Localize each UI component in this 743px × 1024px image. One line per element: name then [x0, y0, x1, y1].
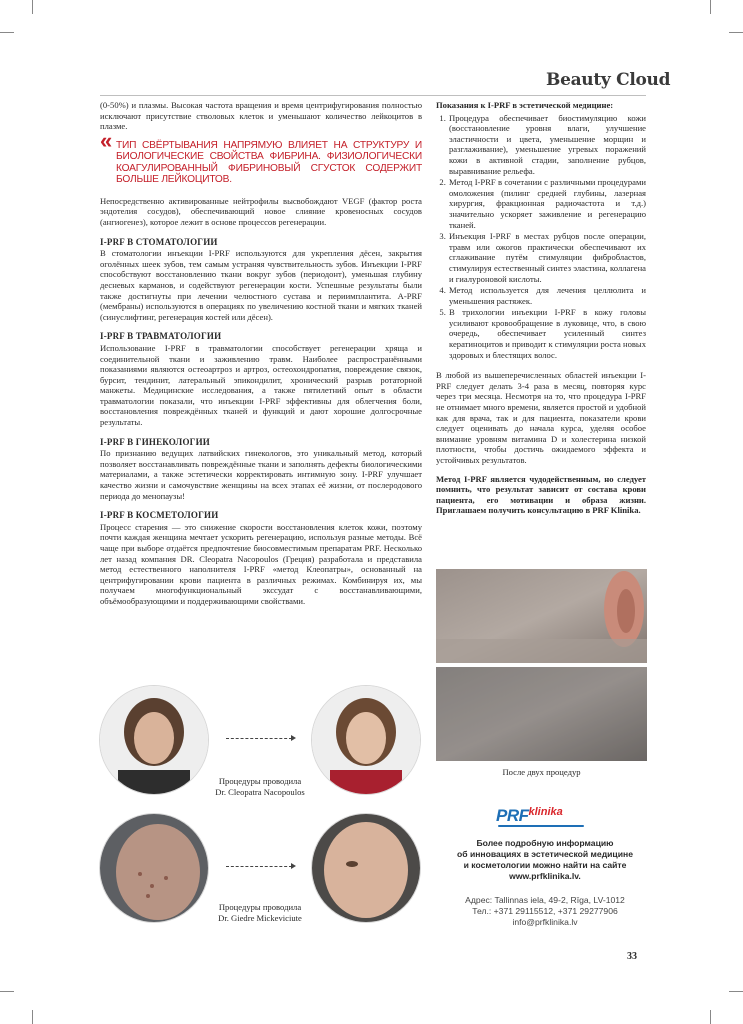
left-column [100, 100, 422, 615]
list-item: 4. Метод используется для лечения целлюлита и уменьшения растяжек. [448, 285, 646, 306]
hair-caption: После двух процедур [502, 767, 581, 777]
hair-photo-after [436, 667, 647, 761]
list-item: 1. Процедура обеспечивает биостимуляцию кожи (восстановление уровня влаги, улучшение эластичности и цвета, уменьшение морщин и разглаживание), уменьшение угревых поражений кожи в активной стадии, заполнение рубцов, выравнивание рельефа. [448, 113, 646, 177]
crop-mark [710, 1010, 711, 1024]
crop-mark [710, 0, 711, 14]
caption-doctor: Dr. Giedre Mickeviciute [218, 912, 302, 923]
page-number: 33 [627, 951, 637, 962]
indications-list [436, 113, 646, 361]
intro-paragraph: (0-50%) и плазмы. Высокая частота вращения и время центрифугирования полностью исключают присутствие стволовых клеток и уменьшают количество лейкоцитов в плазме. [100, 100, 422, 132]
section-text-gynecology: По признанию ведущих латвийских гинекологов, это уникальный метод, который позволяет восстанавливать повреждённые ткани и заполнять дефекты биологическими материалами, а также эстетически корректировать интимную зону. I-PRF улучшает качество жизни и самочувствие женщины на всех этапах её жизни, от послеродового периода до менопаузы! [100, 448, 422, 501]
info-line: об инновациях в эстетической медицине [457, 849, 633, 859]
magazine-brand: Beauty Cloud [546, 70, 671, 90]
closing-paragraph: Метод I-PRF является чудодейственным, но следует помнить, что результат зависит от состава крови пациента, его мотивации и образа жизни. Приглашаем получить консультацию в PRF Klinika. [436, 473, 646, 516]
crop-mark [729, 991, 743, 992]
vegf-paragraph: Непосредственно активированные нейтрофилы высвобождают VEGF (фактор роста эндотелия сосудов), обеспечивающий новое слияние кровеносных сосудов (ангиогенез), которое лежит в основе процессов регенерации. [100, 195, 422, 227]
caption-doctor: Dr. Cleopatra Nacopoulos [215, 786, 305, 797]
list-item: 3. Инъекция I-PRF в местах рубцов после операции, травм или ожогов практически обеспечивают их сглаживание путём стимуляции фибробластов, стимулируя естественный синтез эластина, коллагена и гиалуроновой кислоты. [448, 231, 646, 284]
section-title-traumatology: I-PRF В ТРАВМАТОЛОГИИ [100, 331, 222, 342]
pull-quote [100, 127, 422, 186]
prf-klinika-logo [496, 806, 586, 828]
section-text-dentistry: В стоматологии инъекции I-PRF используются для укрепления дёсен, закрытия оголённых шеек зубов, тем самым устраняя чувствительность зубов. Инъекции I-PRF способствуют восстановлению ткани вокруг зубов (периодонт), уменьшая глубину десневых карманов, и содействуют регенерации кости. Успешные результаты были также достигнуты при лечении челюстного сустава и периимплантита. A-PRF (мембраны) используются в операциях по увеличению костной ткани и мягких тканей (синуслифтинг, регенерация костей или дёсен). [100, 248, 422, 322]
crop-mark [0, 32, 14, 33]
section-text-cosmetology: Процесс старения — это снижение скорости восстановления клеток кожи, поэтому почти каждая женщина мечтает ускорить регенерацию, используя разные методы. Всё чаще при выборе отдаётся предпочтение биосовместимым препаратам PRF. Несколько лет назад компания DR. Cleopatra Nacopoulos (Греция) разработала и представила метод естественного наполнителя I-PRF «метод Клеопатры», основанный на центрифугировании крови пациента в различных режимах. Комбинируя их, мы получаем многофункциональный экссудат с восстанавливающими, объёмообразующими и поддерживающими свойствами. [100, 521, 422, 606]
face-photo-before-2 [99, 813, 209, 923]
caption-line: Процедуры проводила [218, 776, 302, 786]
phone: Тел.: +371 29115512, +371 29277906 [472, 906, 618, 916]
crop-mark [32, 1010, 33, 1024]
section-title-dentistry: I-PRF В СТОМАТОЛОГИИ [100, 236, 218, 247]
crop-mark [729, 32, 743, 33]
crop-mark [0, 991, 14, 992]
hair-photo-before [436, 569, 647, 663]
logo-klinika: klinika [528, 806, 563, 818]
list-item: 5. В трихологии инъекции I-PRF в кожу головы усиливают кровообращение в луковице, что, в свою очередь, обеспечивает усиленный синтез кератиноцитов и приводит к стимуляции роста новых здоровых и блестящих волос. [448, 307, 646, 360]
caption-line: Процедуры проводила [218, 902, 302, 912]
crop-mark [32, 0, 33, 14]
info-line: Более подробную информацию [476, 838, 614, 848]
list-item: 2. Метод I-PRF в сочетании с различными процедурами омоложения (пилинг средней глубины, лазерная хирургия, фракционная радиочастота и т.д.) значительно ускоряет заживление и регенерацию тканей. [448, 177, 646, 230]
website-link[interactable]: www.prfklinika.lv. [509, 871, 581, 881]
photo-caption-2 [200, 902, 320, 923]
quote-mark-icon: « [100, 127, 113, 153]
face-photo-after-1 [311, 685, 421, 795]
arrow-icon [226, 738, 292, 739]
more-info-block [440, 838, 650, 882]
face-photo-before-1 [99, 685, 209, 795]
section-text-traumatology: Использование I-PRF в травматологии способствует регенерации хряща и соединительной ткани и заживлению травм. Наиболее распространёнными показаниями являются остеоартроз и артроз, остеохондропатия, повреждение связок, бурсит, тендинит, латеральный эпикондилит, хронический разрыв ротаторной манжеты. Медицинские исследования, а также пятилетний опыт в области травматологии показали, что инъекции I-PRF эффективны для облегчения боли, восстановления повреждённых тканей и функций и дают хорошие долгосрочные результаты. [100, 342, 422, 428]
section-title-gynecology: I-PRF В ГИНЕКОЛОГИИ [100, 436, 210, 447]
course-paragraph: В любой из вышеперечисленных областей инъекции I-PRF следует делать 3-4 раза в месяц, повторяя курс через три месяца. Несмотря на то, что процедура I-PRF не отнимает много времени, является простой и удобной как для врача, так и для пациента, показатели крови следует оценивать до начала курса, уделяя особое внимание уровням витамина D и холестерина низкой плотности, чтобы достичь ожидаемого эффекта и устойчивых результатов. [436, 370, 646, 465]
arrow-icon [226, 866, 292, 867]
logo-prf: PRF [496, 806, 529, 825]
email-link[interactable]: info@prfklinika.lv [512, 917, 578, 927]
pull-quote-text: ТИП СВЁРТЫВАНИЯ НАПРЯМУЮ ВЛИЯЕТ НА СТРУКТУРУ И БИОЛОГИЧЕСКИЕ СВОЙСТВА ФИБРИНА. ФИЗИОЛОГИЧЕСКИ КОАГУЛИРОВАННЫЙ ФИБРИНОВЫЙ СГУСТОК СОДЕРЖИТ БОЛЬШЕ ЛЕЙКОЦИТОВ. [116, 139, 422, 186]
right-column [436, 100, 646, 524]
logo-swoosh [498, 825, 584, 827]
indications-heading: Показания к I-PRF в эстетической медицине: [436, 100, 614, 110]
header-divider [100, 95, 646, 96]
address: Адрес: Tallinnas iela, 49-2, Rīga, LV-1012 [465, 895, 625, 905]
section-title-cosmetology: I-PRF В КОСМЕТОЛОГИИ [100, 510, 219, 521]
photo-caption-1 [200, 776, 320, 797]
info-line: и косметологии можно найти на сайте [463, 860, 627, 870]
face-photo-after-2 [311, 813, 421, 923]
contact-block [440, 895, 650, 928]
